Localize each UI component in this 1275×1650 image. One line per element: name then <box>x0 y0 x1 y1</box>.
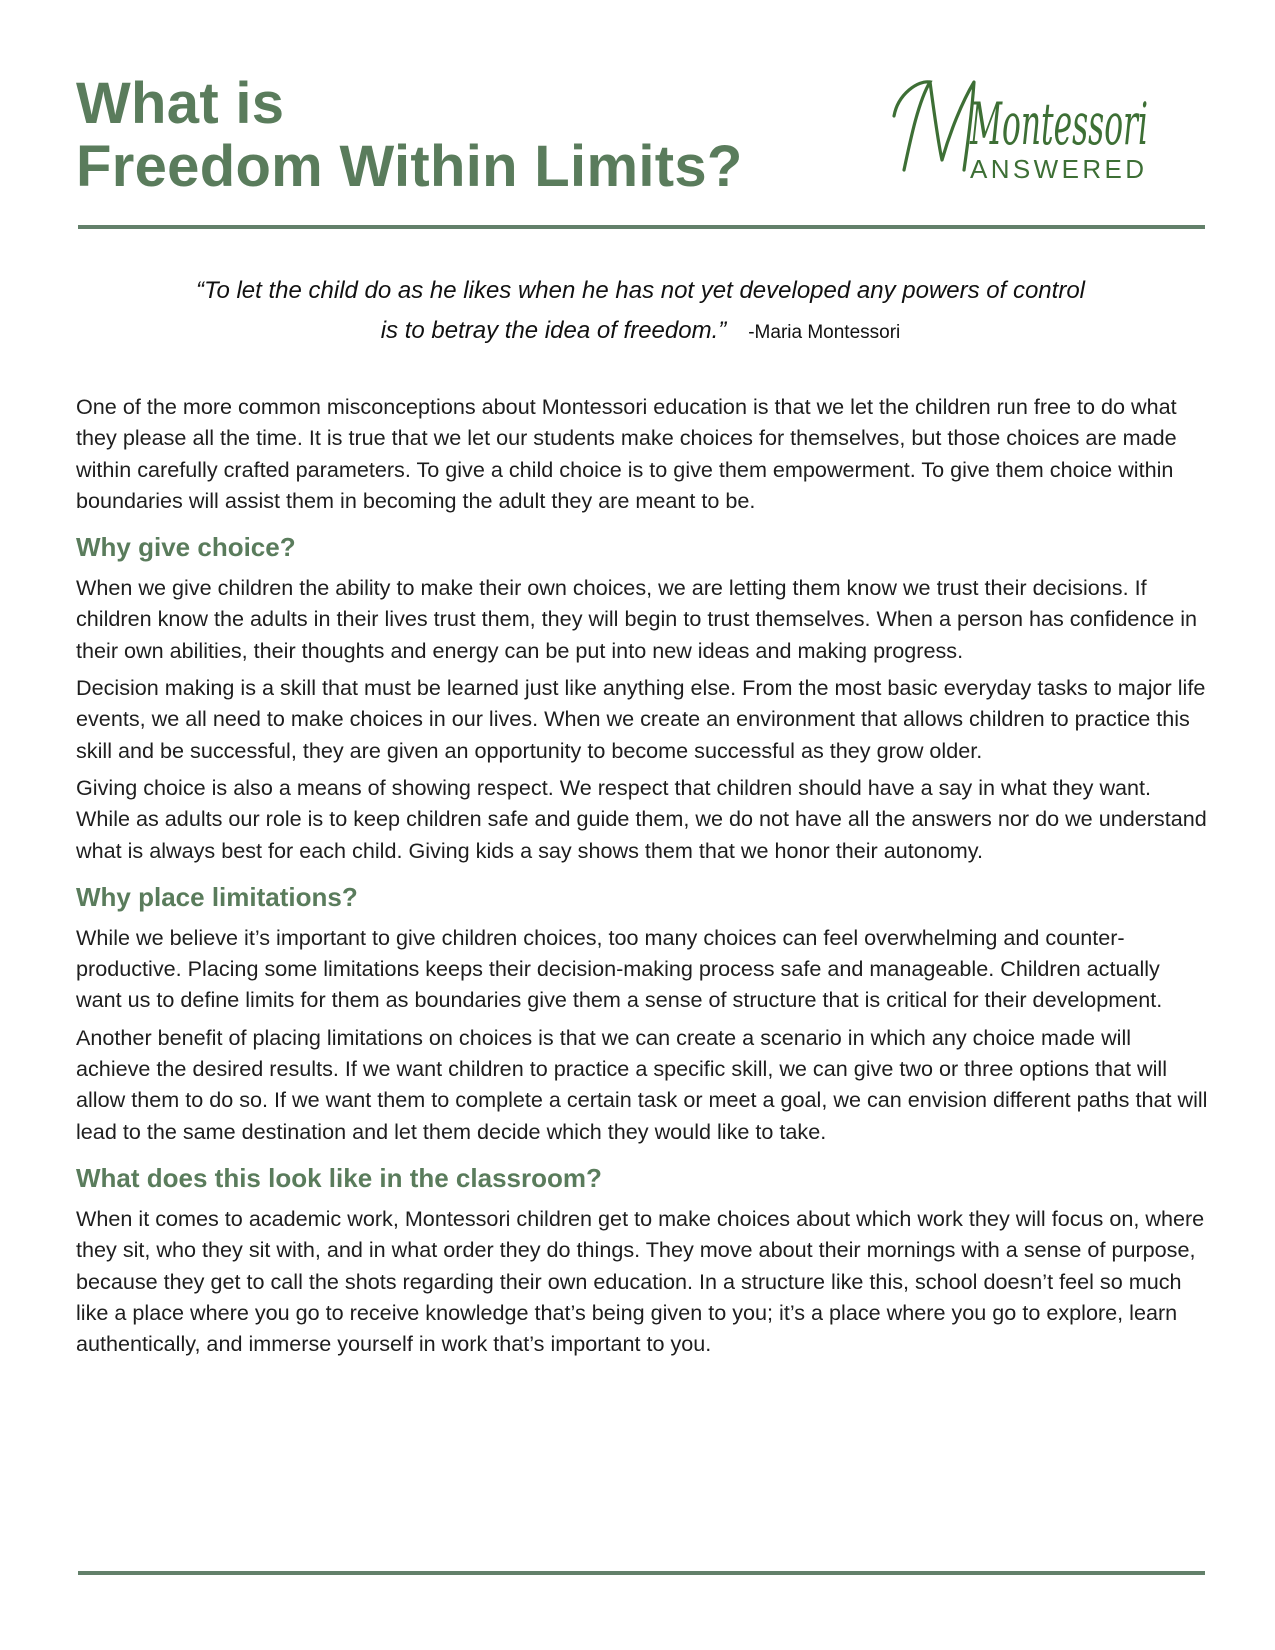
quote-attribution: -Maria Montessori <box>748 322 901 343</box>
montessori-answered-logo <box>888 72 1208 197</box>
quote-line-1 <box>76 271 1205 311</box>
section-heading-why-give-choice: Why give choice? <box>76 532 296 563</box>
page-title <box>76 72 743 198</box>
section-heading-why-place-limitations: Why place limitations? <box>76 881 358 912</box>
section-heading-classroom: What does this look like in the classroom? <box>76 1162 602 1193</box>
section-paragraph: When we give children the ability to make their own choices, we are letting them know we trust their decisions. If children know the adults in their lives trust them, they will begin to trust themselves. When a person has confidence in their own abilities, their thoughts and energy can be put into new ideas and making progress. <box>76 575 1198 663</box>
logo-script-text: Montessori <box>969 90 1148 158</box>
section-paragraph: While we believe it’s important to give children choices, too many choices can feel overwhelming and counter-productive. Placing some limitations keeps their decision-making process safe and manageable. Children actually want us to define limits for them as boundaries give them a sense of structure that is critical for their development. <box>76 924 1163 1013</box>
section-paragraph: When it comes to academic work, Montessori children get to make choices about which work they will focus on, where they sit, who they sit with, and in what order they do things. They move about their mornings with a sense of purpose, because they get to call the shots regarding their own education. In a structure like this, school doesn’t feel so much like a place where you go to receive knowledge that’s being given to you; it’s a place where you go to explore, learn authentically, and immerse yourself in work that’s important to you. <box>76 1205 1205 1357</box>
quote-text-1: “To let the child do as he likes when he has not yet developed any powers of control <box>196 277 1085 304</box>
quote-text-2: is to betray the idea of freedom.” <box>380 317 727 344</box>
section-paragraph: Another benefit of placing limitations on choices is that we can create a scenario in which any choice made will achieve the desired results. If we want children to practice a specific skill, we can give two or three options that will allow them to do so. If we want them to complete a certain task or meet a goal, we can envision different paths that will lead to the same destination and let them decide which they would like to take. <box>76 1024 1208 1144</box>
footer-divider <box>78 1571 1205 1575</box>
page-title-line-1: What is <box>76 71 285 136</box>
intro-paragraph: One of the more common misconceptions about Montessori education is that we let the children run free to do what they please all the time. It is true that we let our students make choices for themselves, but those choices are made within carefully crafted parameters. To give a child choice is to give them empowerment. To give them choice within boundaries will assist them in becoming the adult they are meant to be. <box>76 394 1177 513</box>
article-body <box>76 391 1211 1365</box>
quote-line-2 <box>76 311 1205 353</box>
section-paragraph: Decision making is a skill that must be learned just like anything else. From the most basic everyday tasks to major life events, we all need to make choices in our lives. When we create an environment that allows children to practice this skill and be successful, they are given an opportunity to become successful as they grow older. <box>76 675 1206 763</box>
quote-block <box>76 271 1205 353</box>
section-paragraph: Giving choice is also a means of showing respect. We respect that children should have a say in what they want. While as adults our role is to keep children safe and guide them, we do not have all the answers nor do we understand what is always best for each child. Giving kids a say shows them that we honor their autonomy. <box>76 774 1207 863</box>
header-divider <box>78 225 1205 229</box>
page-title-line-2: Freedom Within Limits? <box>76 134 743 199</box>
logo-caps-text: ANSWERED <box>970 154 1144 184</box>
logo-graphic <box>888 72 1208 197</box>
